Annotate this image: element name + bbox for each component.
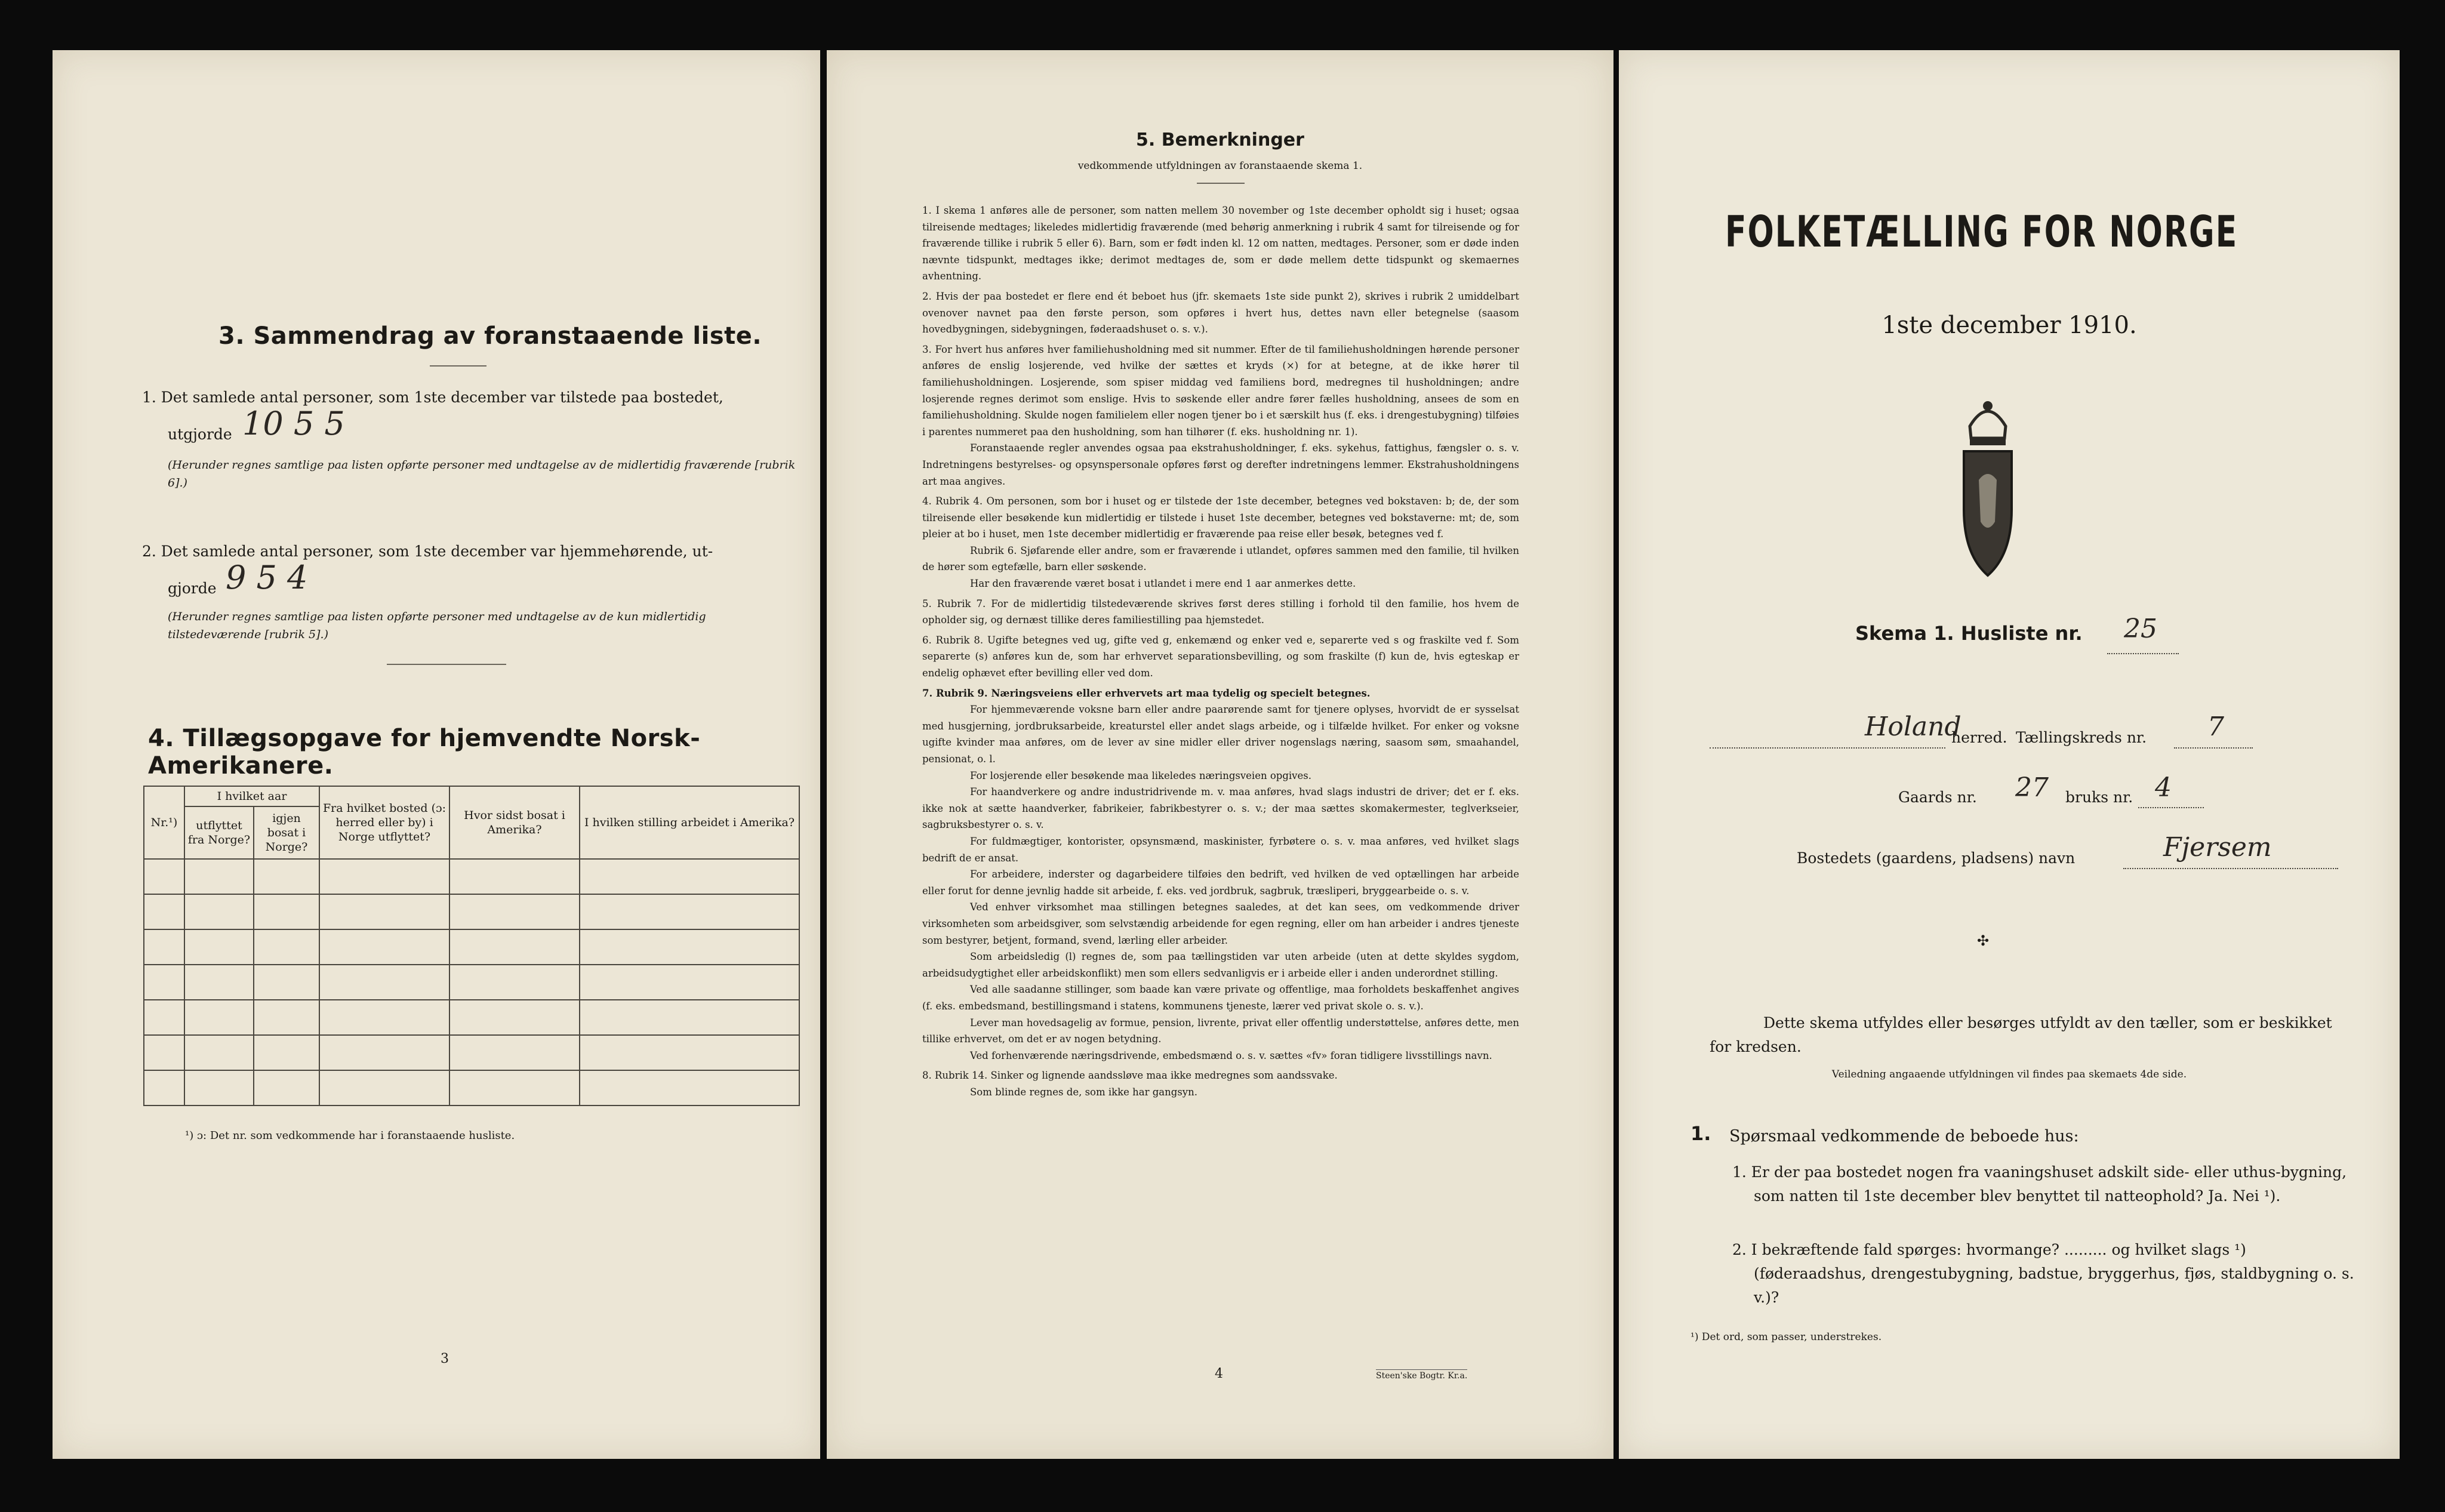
instruction-text: Dette skema utfyldes eller besørges utfyldt av den tæller, som er beskikket for kredsen.	[1710, 1014, 2332, 1055]
main-title: FOLKETÆLLING FOR NORGE	[1725, 207, 2238, 257]
col-from-where: Fra hvilket bosted (ɔ: herred eller by) i Norge utflyttet?	[319, 786, 449, 859]
bruks-label: bruks nr.	[2065, 789, 2133, 806]
page-number: 4	[1215, 1366, 1223, 1381]
schema-label: Skema 1. Husliste nr.	[1855, 622, 2083, 645]
col-nr: Nr.¹)	[144, 786, 184, 859]
question-1: 1. Er der paa bostedet nogen fra vaaningshuset adskilt side- eller uthus-bygning, som natten til 1ste december blev benyttet til natteophold? Ja. Nei ¹).	[1732, 1163, 2347, 1205]
remarks-subtitle: vedkommende utfyldningen av foranstaaende skema 1.	[1077, 160, 1363, 172]
table-footnote: ¹) ɔ: Det nr. som vedkommende har i foranstaaende husliste.	[185, 1129, 515, 1142]
bruks-value: 4	[2155, 772, 2172, 803]
bruks-line	[2138, 807, 2204, 808]
gaards-value: 27	[2015, 772, 2049, 803]
instruction-small: Veiledning angaaende utfyldningen vil findes paa skemaets 4de side.	[1831, 1068, 2187, 1080]
remark-item: 5. Rubrik 7. For de midlertidig tilstedeværende skrives først deres stilling i forhold til den familie, hos hvem de opholder sig, og dernæst tillike deres familiestilling paa hjemstedet.	[922, 598, 1519, 626]
remark-item: Rubrik 6. Sjøfarende eller andre, som er fraværende i utlandet, opføres sammen med den familie, til hvilken de hører som egtefælle, barn eller søskende.	[922, 544, 1519, 573]
remark-item: 4. Rubrik 4. Om personen, som bor i huset og er tilstede der 1ste december, betegnes ved bokstaven: b; de, der som tilreisende eller besøkende kun midlertidig er tilstede i huset 1ste december, betegnes ved bokstaverne: mt; de, som pleier at bo i huset, men 1ste december midlertidig er fraværende paa reise eller besøk, betegnes ved f.	[922, 495, 1519, 540]
schema-number-line	[2107, 653, 2179, 654]
page-middle	[827, 50, 1613, 1459]
remark-item: For arbeidere, inderster og dagarbeidere tilføies den bedrift, ved hvilken de ved optællingen har arbeide eller forut for denne jevnlig hadde sit arbeide, f. eks. ved jordbruk, sagbruk, træsliperi, bryggearbeide o. s. v.	[922, 869, 1519, 897]
remark-item: 6. Rubrik 8. Ugifte betegnes ved ug, gifte ved g, enkemænd og enker ved e, separerte ved s og fraskilte ved f. Som separerte (s) anføres kun de, som har erhvervet separationsbevilling, og som fraskilte (f) kun de, hvis egteskap er endelig ophævet efter bevilling eller ved dom.	[922, 634, 1519, 679]
item2-prefix: gjorde	[168, 580, 217, 597]
remark-item: 1. I skema 1 anføres alle de personer, som natten mellem 30 november og 1ste december opholdt sig i huset; ogsaa tilreisende medtages; likeledes midlertidig fraværende (med behørig anmerkning i rubrik 4 samt for tilreisende og for fraværende tillike i rubrik 5 eller 6). Barn, som er født inden kl. 12 om natten, medtages. Personer, som er døde inden nævnte tidspunkt, medtages ikke; derimot medtages de, som er døde mellem dette tidspunkt og skemaernes avhentning.	[922, 205, 1519, 282]
remark-item: For hjemmeværende voksne barn eller andre paarørende samt for tjenere oplyses, hvorvidt de er sysselsat med husgjerning, jordbruksarbeide, kreaturstel eller andet slags arbeide, og i tilfælde hvilket. For enker og voksne ugifte kvinder maa anføres, om de lever av sine midler eller driver nogenslags næring, saasom søm, smaahandel, pensionat, o. l.	[922, 704, 1519, 765]
coat-of-arms-icon	[1952, 384, 2024, 587]
page-right	[1619, 50, 2400, 1459]
item1-text: 1. Det samlede antal personer, som 1ste december var tilstede paa bostedet,	[142, 389, 723, 406]
remarks-title: 5. Bemerkninger	[1136, 130, 1304, 150]
bosted-label: Bostedets (gaardens, pladsens) navn	[1797, 849, 2076, 867]
item1-prefix: utgjorde	[168, 426, 232, 443]
table-row	[144, 1000, 799, 1035]
remark-item: 3. For hvert hus anføres hver familiehusholdning med sit nummer. Efter de til familiehusholdningen hørende personer anføres de enslig losjerende, ved hvilke der sættes et kryds (×) for at betegne, at de ikke hører til familiehusholdningen. Losjerende, som spiser middag ved familiens bord, medregnes til husholdningen; andre losjerende regnes derimot som enslige. Hvis to søskende eller andre fører fælles husholdning, ansees de som en familiehusholdning. Skulde nogen familielem eller nogen tjener bo i et særskilt hus (f. eks. i drengestubygning) tilføies i parentes nummeret paa den husholdning, som han tilhører (f. eks. husholdning nr. 1).	[922, 343, 1519, 438]
census-date: 1ste december 1910.	[1882, 312, 2137, 339]
printer-credit: Steen'ske Bogtr. Kr.a.	[1376, 1369, 1467, 1381]
question-number: 1.	[1690, 1122, 1711, 1145]
remarks-list	[922, 202, 1519, 1100]
col-last-resided: Hvor sidst bosat i Amerika?	[449, 786, 580, 859]
remark-item: For haandverkere og andre industridrivende m. v. maa anføres, hvad slags industri de driver; det er f. eks. ikke nok at sætte haandverker, fabrikeier, fabrikbestyrer o. s. v.; der maa sættes skomakermester, teglverkseier, sagbruksbestyrer o. s. v.	[922, 786, 1519, 831]
herred-label: herred.	[1951, 729, 2007, 746]
kreds-value: 7	[2207, 712, 2224, 742]
remark-item: Ved forhenværende næringsdrivende, embedsmænd o. s. v. sættes «fv» foran tidligere livsstillings navn.	[970, 1049, 1492, 1061]
divider	[387, 664, 506, 665]
table-row	[144, 859, 799, 894]
remark-item: Som arbeidsledig (l) regnes de, som paa tællingstiden var uten arbeide (uten at dette skyldes sygdom, arbeidsudygtighet eller arbeidskonflikt) men som ellers sedvanligvis er i arbeide eller i anden underordnet stilling.	[922, 951, 1519, 979]
table-header-row	[144, 786, 799, 806]
remark-item: Ved enhver virksomhet maa stillingen betegnes saaledes, at det kan sees, om vedkommende driver virksomheten som arbeidsgiver, som selvstændig arbeidende for egen regning, eller om han arbeider i andres tjeneste som bestyrer, betjent, formand, svend, lærling eller arbeider.	[922, 901, 1519, 946]
remark-item: Som blinde regnes de, som ikke har gangsyn.	[970, 1086, 1197, 1098]
ornament-icon: ✣	[1977, 932, 1990, 949]
remark-item: Foranstaaende regler anvendes ogsaa paa ekstrahusholdninger, f. eks. sykehus, fattighus, fængsler o. s. v. Indretningens bestyrelses- og opsynspersonale opføres først og derefter indretningens lemmer. Ekstrahusholdningens art maa angives.	[922, 442, 1519, 487]
table-row	[144, 965, 799, 1000]
remark-item: For fuldmægtiger, kontorister, opsynsmænd, maskinister, fyrbøtere o. s. v. maa anføres, ved hvilket slags bedrift de er ansat.	[922, 835, 1519, 864]
question-heading: Spørsmaal vedkommende de beboede hus:	[1729, 1127, 2079, 1145]
kreds-label: Tællingskreds nr.	[2016, 729, 2147, 746]
col-occupation: I hvilken stilling arbeidet i Amerika?	[580, 786, 799, 859]
remark-item: Har den fraværende været bosat i utlandet i mere end 1 aar anmerkes dette.	[970, 578, 1356, 590]
col-returned: igjen bosat i Norge?	[254, 806, 319, 859]
schema-number: 25	[2124, 614, 2157, 644]
question-2: 2. I bekræftende fald spørges: hvormange? ......... og hvilket slags ¹) (føderaadshus, drengestubygning, badstue, bryggerhus, fjøs, staldbygning o. s. v.)?	[1732, 1241, 2354, 1306]
bosted-line	[2123, 868, 2338, 869]
page-number: 3	[441, 1351, 449, 1366]
kreds-line	[2174, 747, 2253, 749]
footnote: ¹) Det ord, som passer, understrekes.	[1690, 1331, 1882, 1343]
item1-note: (Herunder regnes samtlige paa listen opførte personer med undtagelse av de midlertidig fraværende [rubrik 6].)	[168, 458, 796, 489]
item2-text: 2. Det samlede antal personer, som 1ste december var hjemmehørende, ut-	[142, 543, 713, 560]
norsk-amerikanere-table	[143, 786, 800, 1106]
section4-title: 4. Tillægsopgave for hjemvendte Norsk-Amerikanere.	[148, 725, 701, 780]
col-emigrated: utflyttet fra Norge?	[184, 806, 254, 859]
remark-item: 2. Hvis der paa bostedet er flere end ét beboet hus (jfr. skemaets 1ste side punkt 2), skrives i rubrik 2 umiddelbart ovenover navnet paa den første person, som opføres i hvert hus, dettes navn eller betegnelse (saasom hovedbygningen, sidebygningen, føderaadshuset o. s. v.).	[922, 290, 1519, 335]
divider	[430, 365, 486, 367]
remark-item: For losjerende eller besøkende maa likeledes næringsveien opgives.	[970, 769, 1311, 781]
table-row	[144, 894, 799, 929]
table-row	[144, 1070, 799, 1105]
remark-item: 8. Rubrik 14. Sinker og lignende aandssløve maa ikke medregnes som aandssvake.	[922, 1070, 1338, 1082]
herred-line	[1710, 747, 1945, 749]
table-row	[144, 1035, 799, 1070]
page-left	[53, 50, 820, 1459]
item1-handwritten-value: 10 5 5	[242, 405, 345, 442]
item2-note: (Herunder regnes samtlige paa listen opførte personer med undtagelse av de kun midlertidig tilstedeværende [rubrik 5].)	[168, 610, 706, 641]
divider	[1197, 183, 1245, 184]
bosted-value: Fjersem	[2163, 832, 2272, 863]
remark-item: 7. Rubrik 9. Næringsveiens eller erhvervets art maa tydelig og specielt betegnes.	[922, 687, 1371, 699]
herred-value: Holand	[1865, 712, 1961, 742]
section3-title: 3. Sammendrag av foranstaaende liste.	[218, 322, 762, 350]
remark-item: Ved alle saadanne stillinger, som baade kan være private og offentlige, maa forholdets beskaffenhet angives (f. eks. embedsmand, bestillingsmand i statens, kommunens tjeneste, lærer ved privat skole o. s. v.).	[922, 984, 1519, 1012]
col-year-group: I hvilket aar	[184, 786, 319, 806]
table-row	[144, 929, 799, 965]
item2-handwritten-value: 9 5 4	[226, 559, 308, 596]
gaards-label: Gaards nr.	[1898, 789, 1977, 806]
remark-item: Lever man hovedsagelig av formue, pension, livrente, privat eller offentlig understøttelse, anføres dette, men tillike erhvervet, om det er av nogen betydning.	[922, 1017, 1519, 1045]
